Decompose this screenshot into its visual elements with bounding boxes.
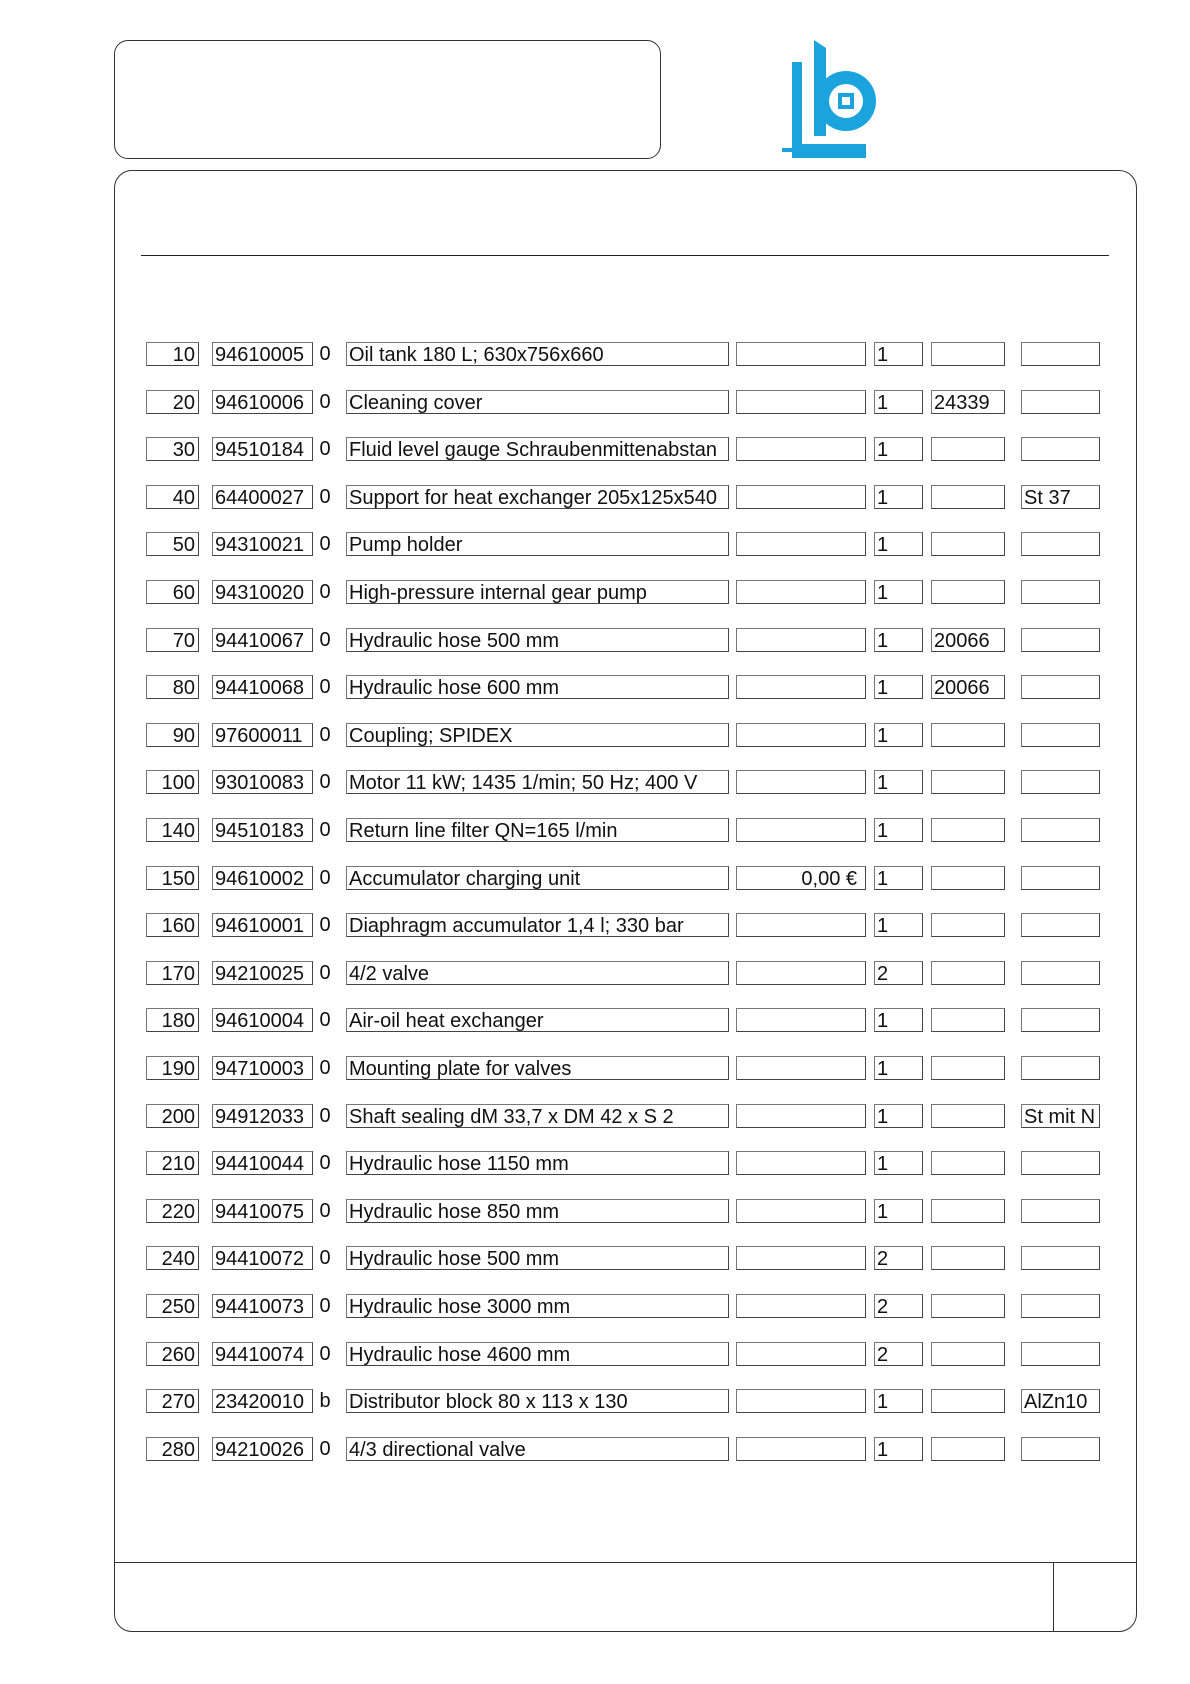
table-row <box>0 1151 1190 1177</box>
material-cell <box>1021 580 1100 604</box>
material-cell <box>1021 532 1100 556</box>
reference-cell <box>931 1151 1005 1175</box>
reference-cell: 20066 <box>931 628 1005 652</box>
index-cell: 0 <box>319 724 331 746</box>
quantity-cell: 1 <box>874 1199 923 1223</box>
reference-cell <box>931 1008 1005 1032</box>
description-cell: Shaft sealing dM 33,7 x DM 42 x S 2 <box>346 1104 729 1128</box>
index-cell: 0 <box>319 629 331 651</box>
reference-cell <box>931 961 1005 985</box>
table-row <box>0 485 1190 511</box>
index-cell: b <box>319 1390 331 1412</box>
table-row <box>0 342 1190 368</box>
price-cell <box>736 1389 866 1413</box>
quantity-cell: 1 <box>874 437 923 461</box>
part-number-cell: 94610004 <box>212 1008 313 1032</box>
quantity-cell: 1 <box>874 723 923 747</box>
part-number-cell: 94410044 <box>212 1151 313 1175</box>
index-cell: 0 <box>319 914 331 936</box>
index-cell: 0 <box>319 1152 331 1174</box>
material-cell <box>1021 1294 1100 1318</box>
position-cell: 170 <box>146 961 199 985</box>
description-cell: Hydraulic hose 4600 mm <box>346 1342 729 1366</box>
quantity-cell: 1 <box>874 532 923 556</box>
part-number-cell: 94610002 <box>212 866 313 890</box>
quantity-cell: 1 <box>874 1437 923 1461</box>
material-cell <box>1021 770 1100 794</box>
index-cell: 0 <box>319 1200 331 1222</box>
material-cell <box>1021 1008 1100 1032</box>
index-cell: 0 <box>319 1295 331 1317</box>
position-cell: 150 <box>146 866 199 890</box>
index-cell: 0 <box>319 1343 331 1365</box>
material-cell <box>1021 628 1100 652</box>
position-cell: 180 <box>146 1008 199 1032</box>
reference-cell <box>931 437 1005 461</box>
material-cell <box>1021 390 1100 414</box>
position-cell: 100 <box>146 770 199 794</box>
index-cell: 0 <box>319 1105 331 1127</box>
index-cell: 0 <box>319 1247 331 1269</box>
part-number-cell: 94410072 <box>212 1246 313 1270</box>
position-cell: 250 <box>146 1294 199 1318</box>
description-cell: Hydraulic hose 1150 mm <box>346 1151 729 1175</box>
reference-cell <box>931 1246 1005 1270</box>
table-row <box>0 1199 1190 1225</box>
description-cell: Hydraulic hose 600 mm <box>346 675 729 699</box>
footer-separator <box>1053 1562 1054 1631</box>
price-cell <box>736 580 866 604</box>
position-cell: 140 <box>146 818 199 842</box>
part-number-cell: 94410068 <box>212 675 313 699</box>
price-cell <box>736 913 866 937</box>
position-cell: 200 <box>146 1104 199 1128</box>
material-cell <box>1021 1056 1100 1080</box>
description-cell: Accumulator charging unit <box>346 866 729 890</box>
position-cell: 70 <box>146 628 199 652</box>
material-cell: AlZn10 <box>1021 1389 1100 1413</box>
position-cell: 50 <box>146 532 199 556</box>
position-cell: 220 <box>146 1199 199 1223</box>
description-cell: 4/2 valve <box>346 961 729 985</box>
reference-cell <box>931 532 1005 556</box>
part-number-cell: 94210025 <box>212 961 313 985</box>
material-cell <box>1021 723 1100 747</box>
position-cell: 270 <box>146 1389 199 1413</box>
table-row <box>0 1056 1190 1082</box>
part-number-cell: 94310021 <box>212 532 313 556</box>
position-cell: 60 <box>146 580 199 604</box>
part-number-cell: 94610005 <box>212 342 313 366</box>
reference-cell <box>931 342 1005 366</box>
part-number-cell: 94510184 <box>212 437 313 461</box>
material-cell <box>1021 961 1100 985</box>
price-cell: 0,00 € <box>736 866 866 890</box>
part-number-cell: 94410067 <box>212 628 313 652</box>
description-cell: Distributor block 80 x 113 x 130 <box>346 1389 729 1413</box>
position-cell: 190 <box>146 1056 199 1080</box>
reference-cell <box>931 1342 1005 1366</box>
price-cell <box>736 342 866 366</box>
description-cell: Diaphragm accumulator 1,4 l; 330 bar <box>346 913 729 937</box>
table-row <box>0 628 1190 654</box>
table-row <box>0 961 1190 987</box>
part-number-cell: 94710003 <box>212 1056 313 1080</box>
table-row <box>0 1342 1190 1368</box>
index-cell: 0 <box>319 1009 331 1031</box>
reference-cell <box>931 1437 1005 1461</box>
quantity-cell: 1 <box>874 1056 923 1080</box>
part-number-cell: 94510183 <box>212 818 313 842</box>
price-cell <box>736 485 866 509</box>
reference-cell <box>931 913 1005 937</box>
index-cell: 0 <box>319 771 331 793</box>
position-cell: 280 <box>146 1437 199 1461</box>
table-row <box>0 1294 1190 1320</box>
price-cell <box>736 390 866 414</box>
index-cell: 0 <box>319 343 331 365</box>
description-cell: Air-oil heat exchanger <box>346 1008 729 1032</box>
quantity-cell: 1 <box>874 580 923 604</box>
price-cell <box>736 1008 866 1032</box>
price-cell <box>736 770 866 794</box>
position-cell: 260 <box>146 1342 199 1366</box>
material-cell <box>1021 1342 1100 1366</box>
price-cell <box>736 723 866 747</box>
material-cell <box>1021 675 1100 699</box>
table-row <box>0 1437 1190 1463</box>
position-cell: 30 <box>146 437 199 461</box>
description-cell: Hydraulic hose 500 mm <box>346 628 729 652</box>
lb-logo-icon <box>780 40 880 164</box>
reference-cell <box>931 580 1005 604</box>
reference-cell <box>931 770 1005 794</box>
quantity-cell: 1 <box>874 675 923 699</box>
quantity-cell: 1 <box>874 1008 923 1032</box>
quantity-cell: 1 <box>874 1104 923 1128</box>
table-row <box>0 580 1190 606</box>
reference-cell: 24339 <box>931 390 1005 414</box>
part-number-cell: 94410075 <box>212 1199 313 1223</box>
price-cell <box>736 437 866 461</box>
description-cell: Oil tank 180 L; 630x756x660 <box>346 342 729 366</box>
part-number-cell: 94410073 <box>212 1294 313 1318</box>
footer-divider <box>114 1562 1137 1563</box>
material-cell <box>1021 913 1100 937</box>
material-cell <box>1021 866 1100 890</box>
position-cell: 160 <box>146 913 199 937</box>
description-cell: Fluid level gauge Schraubenmittenabstan <box>346 437 729 461</box>
table-row <box>0 390 1190 416</box>
description-cell: Motor 11 kW; 1435 1/min; 50 Hz; 400 V <box>346 770 729 794</box>
description-cell: High-pressure internal gear pump <box>346 580 729 604</box>
index-cell: 0 <box>319 391 331 413</box>
quantity-cell: 1 <box>874 485 923 509</box>
quantity-cell: 1 <box>874 866 923 890</box>
part-number-cell: 93010083 <box>212 770 313 794</box>
position-cell: 90 <box>146 723 199 747</box>
quantity-cell: 1 <box>874 770 923 794</box>
reference-cell <box>931 1199 1005 1223</box>
description-cell: Coupling; SPIDEX <box>346 723 729 747</box>
price-cell <box>736 675 866 699</box>
position-cell: 20 <box>146 390 199 414</box>
quantity-cell: 1 <box>874 342 923 366</box>
material-cell: St 37 <box>1021 485 1100 509</box>
price-cell <box>736 1437 866 1461</box>
reference-cell <box>931 1104 1005 1128</box>
index-cell: 0 <box>319 962 331 984</box>
table-row <box>0 866 1190 892</box>
position-cell: 210 <box>146 1151 199 1175</box>
material-cell <box>1021 1437 1100 1461</box>
quantity-cell: 1 <box>874 628 923 652</box>
material-cell <box>1021 1151 1100 1175</box>
part-number-cell: 94610001 <box>212 913 313 937</box>
price-cell <box>736 1199 866 1223</box>
reference-cell <box>931 1294 1005 1318</box>
description-cell: Hydraulic hose 3000 mm <box>346 1294 729 1318</box>
price-cell <box>736 628 866 652</box>
quantity-cell: 2 <box>874 961 923 985</box>
quantity-cell: 1 <box>874 1389 923 1413</box>
index-cell: 0 <box>319 486 331 508</box>
part-number-cell: 94410074 <box>212 1342 313 1366</box>
index-cell: 0 <box>319 819 331 841</box>
table-row <box>0 437 1190 463</box>
index-cell: 0 <box>319 533 331 555</box>
index-cell: 0 <box>319 867 331 889</box>
quantity-cell: 2 <box>874 1246 923 1270</box>
material-cell <box>1021 818 1100 842</box>
quantity-cell: 1 <box>874 1151 923 1175</box>
price-cell <box>736 532 866 556</box>
table-row <box>0 1104 1190 1130</box>
part-number-cell: 94610006 <box>212 390 313 414</box>
position-cell: 10 <box>146 342 199 366</box>
table-row <box>0 770 1190 796</box>
index-cell: 0 <box>319 1057 331 1079</box>
part-number-cell: 94210026 <box>212 1437 313 1461</box>
part-number-cell: 23420010 <box>212 1389 313 1413</box>
part-number-cell: 97600011 <box>212 723 313 747</box>
description-cell: Pump holder <box>346 532 729 556</box>
description-cell: Hydraulic hose 850 mm <box>346 1199 729 1223</box>
reference-cell <box>931 1389 1005 1413</box>
part-number-cell: 94912033 <box>212 1104 313 1128</box>
price-cell <box>736 1246 866 1270</box>
reference-cell <box>931 485 1005 509</box>
quantity-cell: 1 <box>874 818 923 842</box>
material-cell <box>1021 437 1100 461</box>
table-row <box>0 532 1190 558</box>
material-cell <box>1021 1246 1100 1270</box>
price-cell <box>736 1056 866 1080</box>
quantity-cell: 1 <box>874 913 923 937</box>
quantity-cell: 1 <box>874 390 923 414</box>
reference-cell <box>931 1056 1005 1080</box>
header-box <box>114 40 661 159</box>
header-divider <box>141 255 1109 256</box>
description-cell: Support for heat exchanger 205x125x540 <box>346 485 729 509</box>
quantity-cell: 2 <box>874 1342 923 1366</box>
table-row <box>0 1389 1190 1415</box>
material-cell <box>1021 342 1100 366</box>
table-row <box>0 723 1190 749</box>
table-row <box>0 1008 1190 1034</box>
material-cell: St mit N <box>1021 1104 1100 1128</box>
table-row <box>0 818 1190 844</box>
index-cell: 0 <box>319 1438 331 1460</box>
price-cell <box>736 1151 866 1175</box>
reference-cell <box>931 723 1005 747</box>
index-cell: 0 <box>319 438 331 460</box>
description-cell: Hydraulic hose 500 mm <box>346 1246 729 1270</box>
price-cell <box>736 818 866 842</box>
reference-cell <box>931 866 1005 890</box>
quantity-cell: 2 <box>874 1294 923 1318</box>
description-cell: Return line filter QN=165 l/min <box>346 818 729 842</box>
table-row <box>0 675 1190 701</box>
table-row <box>0 1246 1190 1272</box>
price-cell <box>736 1294 866 1318</box>
price-cell <box>736 1104 866 1128</box>
price-cell <box>736 1342 866 1366</box>
index-cell: 0 <box>319 676 331 698</box>
material-cell <box>1021 1199 1100 1223</box>
reference-cell: 20066 <box>931 675 1005 699</box>
position-cell: 80 <box>146 675 199 699</box>
description-cell: Cleaning cover <box>346 390 729 414</box>
table-row <box>0 913 1190 939</box>
index-cell: 0 <box>319 581 331 603</box>
description-cell: 4/3 directional valve <box>346 1437 729 1461</box>
part-number-cell: 94310020 <box>212 580 313 604</box>
description-cell: Mounting plate for valves <box>346 1056 729 1080</box>
position-cell: 240 <box>146 1246 199 1270</box>
part-number-cell: 64400027 <box>212 485 313 509</box>
reference-cell <box>931 818 1005 842</box>
position-cell: 40 <box>146 485 199 509</box>
price-cell <box>736 961 866 985</box>
